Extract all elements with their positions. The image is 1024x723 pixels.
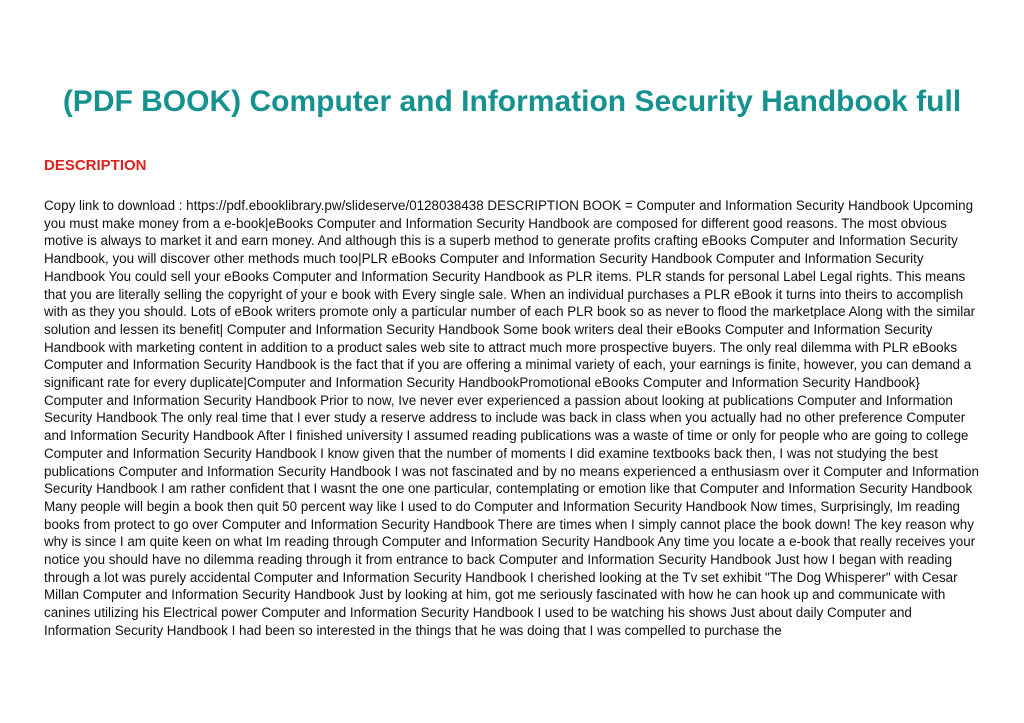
section-heading-description: DESCRIPTION xyxy=(44,157,147,174)
description-body: Copy link to download : https://pdf.ebooklibrary.pw/slideserve/0128038438 DESCRIPTION BOOK = Computer and Information Security Handbook Upcoming you must make money from a e-book|eBooks Computer and Information Security Handbook are composed for different good reasons. The most obvious motive is always to market it and earn money. And although this is a superb method to generate profits crafting eBooks Computer and Information Security Handbook, you will discover other methods much too|PLR eBooks Computer and Information Security Handbook Computer and Information Security Handbook You could sell your eBooks Computer and Information Security Handbook as PLR items. PLR stands for personal Label Legal rights. This means that you are literally selling the copyright of your e book with Every single sale. When an individual purchases a PLR eBook it turns into theirs to accomplish with as they you should. Lots of eBook writers promote only a particular number of each PLR book so as never to flood the marketplace Along with the similar solution and lessen its benefit| Computer and Information Security Handbook Some book writers deal their eBooks Computer and Information Security Handbook with marketing content in addition to a product sales web site to attract much more prospective buyers. The only real dilemma with PLR eBooks Computer and Information Security Handbook is the fact that if you are offering a minimal variety of each, your earnings is finite, however, you can demand a significant rate for every duplicate|Computer and Information Security HandbookPromotional eBooks Computer and Information Security Handbook} Computer and Information Security Handbook Prior to now, Ive never ever experienced a passion about looking at publications Computer and Information Security Handbook The only real time that I ever study a reserve address to include was back in class when you actually had no other preference Computer and Information Security Handbook After I finished university I assumed reading publications was a waste of time or only for people who are going to college Computer and Information Security Handbook I know given that the number of moments I did examine textbooks back then, I was not studying the best publications Computer and Information Security Handbook I was not fascinated and by no means experienced a enthusiasm over it Computer and Information Security Handbook I am rather confident that I wasnt the one one particular, contemplating or emotion like that Computer and Information Security Handbook Many people will begin a book then quit 50 percent way like I used to do Computer and Information Security Handbook Now times, Surprisingly, Im reading books from protect to go over Computer and Information Security Handbook There are times when I simply cannot place the book down! The key reason why why is since I am quite keen on what Im reading through Computer and Information Security Handbook Any time you locate a e-book that really receives your notice you should have no dilemma reading through it from entrance to back Computer and Information Security Handbook Just how I began with reading through a lot was purely accidental Computer and Information Security Handbook I cherished looking at the Tv set exhibit "The Dog Whisperer" with Cesar Millan Computer and Information Security Handbook Just by looking at him, got me seriously fascinated with how he can hook up and communicate with canines utilizing his Electrical power Computer and Information Security Handbook I used to be watching his shows Just about daily Computer and Information Security Handbook I had been so interested in the things that he was doing that I was compelled to purchase the xyxy=(44,198,979,638)
page-title: (PDF BOOK) Computer and Information Security Handbook full xyxy=(62,85,962,118)
